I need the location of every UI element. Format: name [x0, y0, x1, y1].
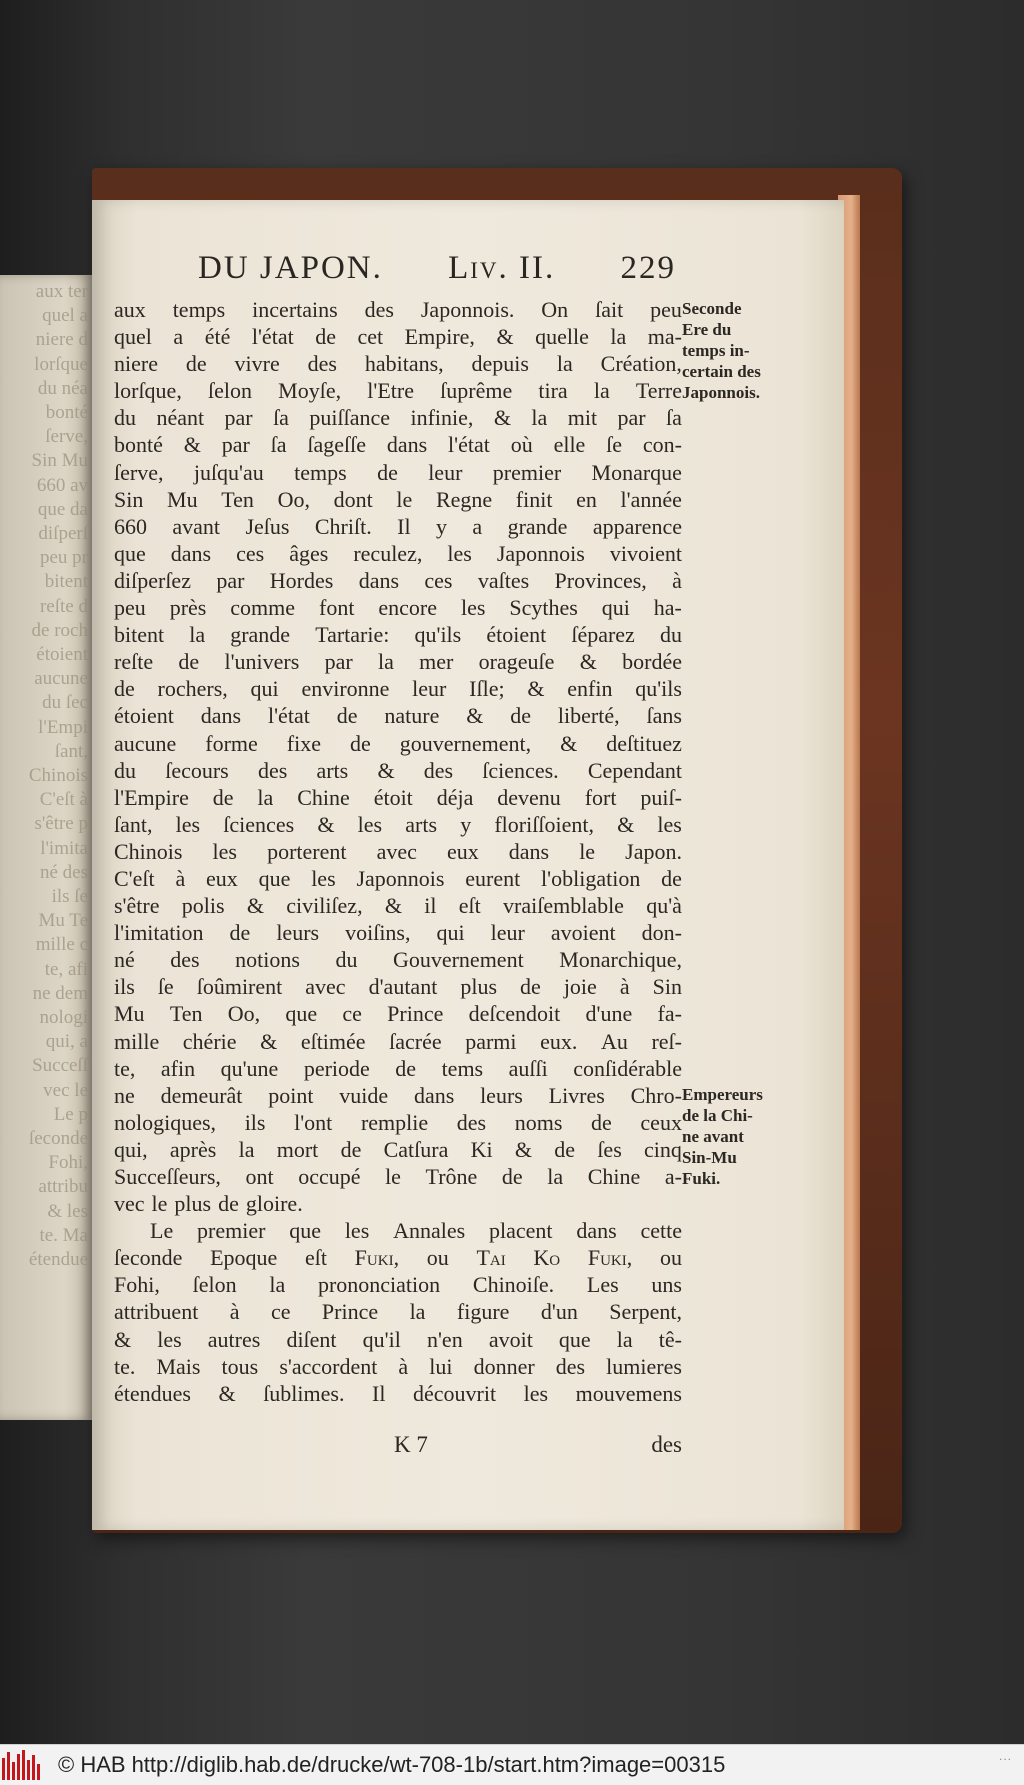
facing-page-text: étoient	[36, 644, 88, 665]
facing-page-text: attribu	[38, 1176, 88, 1198]
text-line: mille chérie & eſtimée ſacrée parmi eux. Au reſ-	[114, 1028, 682, 1054]
catchword: des	[651, 1432, 682, 1457]
facing-page-text: ils ſe	[51, 886, 88, 907]
facing-page-text: que da	[37, 498, 88, 520]
margin-note-line: Sin-Mu	[682, 1148, 737, 1167]
text-line: & les autres diſent qu'il n'en avoit que la tê-	[114, 1326, 682, 1352]
facing-page-text: qui, a	[45, 1031, 88, 1053]
margin-note-line: ne avant	[682, 1127, 744, 1146]
text-line: lorſque, ſelon Moyſe, l'Etre ſuprême tira la Terre	[114, 378, 682, 404]
facing-page-text: bonté	[45, 402, 88, 423]
text-line: que dans ces âges reculez, les Japonnois vivoient	[114, 540, 682, 566]
facing-page-text: diſperſ	[38, 523, 88, 544]
text-line: qui, après la mort de Catſura Ki & de ſes cinq	[114, 1136, 682, 1162]
text-line: te, afin qu'une periode de tems auſſi conſidérable	[114, 1055, 682, 1081]
facing-page-text: Chinois	[28, 765, 88, 786]
text-line: ſant, les ſciences & les arts y floriſſoient, & les	[114, 811, 682, 837]
text-line: te. Mais tous s'accordent à lui donner des lumieres	[114, 1353, 682, 1379]
text-line: ne demeurât point vuide dans leurs Livres Chro-	[114, 1082, 682, 1108]
text-line: vec le plus de gloire.	[114, 1191, 303, 1217]
text-line: 660 avant Jeſus Chriſt. Il y a grande apparence	[114, 513, 682, 539]
running-head	[198, 250, 676, 287]
copyright: © HAB	[58, 1752, 126, 1777]
facing-page-text: nologi	[39, 1007, 88, 1028]
facing-page-text: du ſec	[42, 692, 88, 714]
text-line: l'imitation de leurs voiſins, qui leur avoient don-	[114, 920, 682, 946]
facing-page-text: né des	[39, 861, 88, 883]
text-line: aucune forme fixe de gouvernement, & deſtituez	[114, 730, 682, 756]
facing-page-text: Succeſſ	[32, 1055, 88, 1077]
facing-page-text: te. Ma	[39, 1224, 88, 1246]
text-line: diſperſez par Hordes dans ces vaſtes Provinces, à	[114, 567, 682, 593]
viewer-footer-bar	[0, 1744, 1024, 1785]
text-line: bonté & par ſa ſageſſe dans l'état où elle ſe con-	[114, 432, 682, 458]
text-line: s'être polis & civiliſez, & il eſt vraiſemblable qu'à	[114, 893, 682, 919]
running-head-book: Liv. II.	[448, 250, 556, 286]
facing-page-text: aucune	[34, 668, 88, 690]
page-number: 229	[620, 250, 676, 286]
text-line: ſeconde Epoque eſt Fuki, ou Tai Ko Fuki, ou	[114, 1245, 682, 1271]
facing-page-text: s'être p	[34, 813, 88, 835]
facing-page-text: mille c	[35, 934, 88, 956]
text-line: attribuent à ce Prince la figure d'un Serpent,	[114, 1299, 682, 1325]
facing-page-fragment	[0, 275, 92, 1420]
text-line: Fohi, ſelon la prononciation Chinoiſe. Les uns	[114, 1272, 682, 1298]
text-line: Sin Mu Ten Oo, dont le Regne finit en l'année	[114, 486, 682, 512]
margin-note-line: Seconde	[682, 299, 742, 318]
margin-note-line: certain des	[682, 362, 761, 381]
source-url[interactable]: http://diglib.hab.de/drucke/wt-708-1b/start.htm?image=00315	[131, 1752, 726, 1777]
text-line: aux temps incertains des Japonnois. On ſait peu	[114, 297, 682, 322]
text-line: Mu Ten Oo, que ce Prince deſcendoit d'une fa-	[114, 1001, 682, 1027]
facing-page-text: du néa	[37, 377, 88, 399]
facing-page-text: l'imita	[40, 837, 88, 859]
hab-logo-icon	[2, 1750, 46, 1780]
text-line: étoient dans l'état de nature & de liberté, ſans	[114, 703, 682, 729]
text-line: reſte de l'univers par la mer orageuſe & bordée	[114, 649, 682, 675]
facing-page-text: l'Empi	[38, 716, 88, 738]
margin-note-seconde-ere	[682, 298, 792, 403]
text-line: C'eſt à eux que les Japonnois eurent l'obligation de	[114, 865, 682, 891]
facing-page-text: 660 av	[36, 474, 88, 496]
margin-note-line: Empereurs	[682, 1085, 763, 1104]
margin-note-line: de la Chi-	[682, 1106, 753, 1125]
body-text	[114, 296, 682, 1407]
text-line: peu près comme font encore les Scythes qui ha-	[114, 595, 682, 621]
facing-page-text: ſerve,	[45, 426, 88, 448]
text-line: Succeſſeurs, ont occupé le Trône de la Chine a-	[114, 1164, 682, 1189]
signature-mark: K 7	[394, 1432, 428, 1457]
text-line: étendues & ſublimes. Il découvrit les mouvemens	[114, 1380, 682, 1406]
text-line: quel a été l'état de cet Empire, & quelle la ma-	[114, 324, 682, 350]
text-line: bitent la grande Tartarie: qu'ils étoient ſéparez du	[114, 622, 682, 648]
facing-page-text: C'eſt à	[39, 789, 88, 811]
text-line: né des notions du Gouvernement Monarchique,	[114, 947, 682, 973]
facing-page-text: & les	[47, 1200, 88, 1222]
text-line: Chinois les porterent avec eux dans le Japon.	[114, 838, 682, 864]
facing-page-text: bitent	[44, 571, 88, 593]
text-line: du néant par ſa puiſſance infinie, & la mit par ſa	[114, 405, 682, 431]
facing-page-text: lorſque	[34, 353, 88, 375]
facing-page-text: peu pr	[39, 547, 88, 569]
margin-note-line: temps in-	[682, 341, 750, 360]
facing-page-text: vec le	[43, 1079, 88, 1101]
margin-note-line: Japonnois.	[682, 383, 760, 402]
facing-page-text: niere d	[35, 329, 88, 351]
facing-page-text: reſte d	[39, 595, 88, 617]
text-line: niere de vivre des habitans, depuis la Création,	[114, 351, 682, 377]
text-line: nologiques, ils l'ont remplie des noms de ceux	[114, 1109, 682, 1135]
text-line: ſerve, juſqu'au temps de leur premier Monarque	[114, 459, 682, 485]
facing-page-text: ne dem	[32, 982, 88, 1004]
text-line: l'Empire de la Chine étoit déja devenu fort puiſ-	[114, 784, 682, 810]
margin-note-empereurs	[682, 1084, 792, 1189]
facing-page-text: Mu Te	[38, 910, 88, 932]
text-line: Le premier que les Annales placent dans cette	[150, 1218, 682, 1244]
facing-page-text: Sin Mu	[31, 450, 88, 472]
facing-page-text: ſeconde	[28, 1128, 88, 1149]
text-line: de rochers, qui environne leur Iſle; & enfin qu'ils	[114, 676, 682, 702]
running-head-title: DU JAPON.	[198, 250, 383, 286]
facing-page-text: de roch	[31, 619, 88, 641]
facing-page-text: aux ter	[35, 281, 88, 302]
facing-page-text: quel a	[42, 305, 88, 327]
facing-page-text: te, afi	[44, 958, 88, 980]
text-line: du ſecours des arts & des ſciences. Cependant	[114, 757, 682, 783]
facing-page-text: Fohi,	[48, 1152, 88, 1174]
margin-note-line: Fuki.	[682, 1169, 721, 1188]
facing-page-text: Le p	[53, 1103, 88, 1125]
more-dots-icon[interactable]: ...	[998, 1749, 1012, 1763]
facing-page-text: étendue	[28, 1249, 88, 1270]
text-line: ils ſe ſoûmirent avec d'autant plus de joie à Sin	[114, 974, 682, 1000]
margin-note-line: Ere du	[682, 320, 732, 339]
facing-page-text: ſant,	[54, 740, 88, 762]
